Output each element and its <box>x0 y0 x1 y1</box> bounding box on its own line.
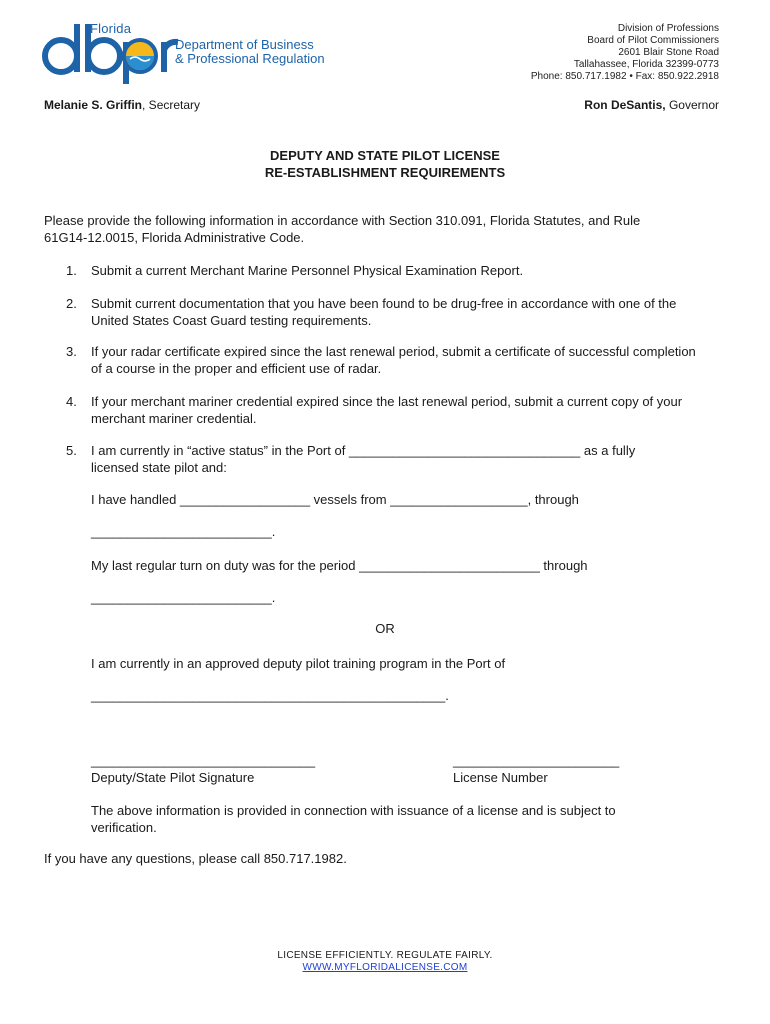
logo-dept-line-1: Department of Business <box>175 37 314 52</box>
item-text: If your radar certificate expired since the last renewal period, submit a certificate of successful completion of a course in the proper and efficient use of radar. <box>91 344 696 376</box>
item-number: 3. <box>66 344 77 359</box>
secretary-title: , Secretary <box>142 98 201 112</box>
item-text: I am currently in “active status” in the Port of ________________________________ as a fully licensed state pilot and: <box>91 443 636 475</box>
requirement-item-4 <box>66 393 696 427</box>
office-city: Tallahassee, Florida 32399-0773 <box>573 59 719 70</box>
office-phone-fax: Phone: 850.717.1982 • Fax: 850.922.2918 <box>530 71 719 82</box>
last-turn-line: My last regular turn on duty was for the period _________________________ through <box>91 558 588 573</box>
office-street: 2601 Blair Stone Road <box>618 47 719 58</box>
officials-row <box>44 98 719 112</box>
vessels-handled-end-blank: _________________________. <box>91 524 276 539</box>
office-address-block <box>531 23 719 83</box>
deputy-program-line: I am currently in an approved deputy pilot training program in the Port of <box>91 656 506 671</box>
vessels-handled-line: I have handled __________________ vessels from ___________________, through <box>91 492 579 507</box>
footer-website-link[interactable]: WWW.MYFLORIDALICENSE.COM <box>302 962 468 973</box>
or-separator: OR <box>375 621 395 636</box>
deputy-port-blank: _________________________________________________. <box>91 688 449 703</box>
item-number: 5. <box>66 443 77 458</box>
document-title <box>0 147 770 181</box>
governor-name: Ron DeSantis, <box>584 98 666 112</box>
secretary-name: Melanie S. Griffin <box>44 98 143 112</box>
page-footer <box>0 950 770 974</box>
requirement-item-3 <box>66 343 696 377</box>
logo-state-name: Florida <box>90 21 132 36</box>
verification-note: The above information is provided in connection with issuance of a license and is subject to verification. <box>91 803 616 835</box>
title-line-1: DEPUTY AND STATE PILOT LICENSE <box>270 148 500 163</box>
logo-department-name <box>175 38 325 66</box>
footer-slogan: LICENSE EFFICIENTLY. REGULATE FAIRLY. <box>277 950 493 961</box>
item-number: 1. <box>66 263 77 278</box>
item-number: 4. <box>66 394 77 409</box>
requirement-item-2 <box>66 295 696 329</box>
office-board: Board of Pilot Commissioners <box>587 35 719 46</box>
item-text: Submit current documentation that you have been found to be drug-free in accordance with one of the United States Coast Guard testing requirements. <box>91 296 677 328</box>
requirement-item-1 <box>66 262 696 279</box>
requirement-item-5 <box>66 442 641 476</box>
questions-contact: If you have any questions, please call 850.717.1982. <box>44 851 347 866</box>
signature-blank: _______________________________ <box>91 753 316 768</box>
license-number-blank: _______________________ <box>453 753 620 768</box>
item-number: 2. <box>66 296 77 311</box>
logo-dept-line-2: & Professional Regulation <box>175 51 325 66</box>
last-turn-end-blank: _________________________. <box>91 590 276 605</box>
secretary <box>44 98 200 112</box>
intro-paragraph: Please provide the following information in accordance with Section 310.091, Florida Statutes, and Rule 61G14-12.0015, Florida Administrative Code. <box>44 213 641 245</box>
office-division: Division of Professions <box>617 23 719 34</box>
governor-title: Governor <box>665 98 719 112</box>
item-text: If your merchant mariner credential expired since the last renewal period, submit a current copy of your merchant mariner credential. <box>91 394 683 426</box>
signature-label: Deputy/State Pilot Signature <box>91 770 255 785</box>
license-number-label: License Number <box>453 770 548 785</box>
item-text: Submit a current Merchant Marine Personnel Physical Examination Report. <box>91 263 524 278</box>
title-line-2: RE-ESTABLISHMENT REQUIREMENTS <box>264 165 506 180</box>
governor <box>584 98 719 112</box>
dbpr-logo <box>40 18 340 84</box>
